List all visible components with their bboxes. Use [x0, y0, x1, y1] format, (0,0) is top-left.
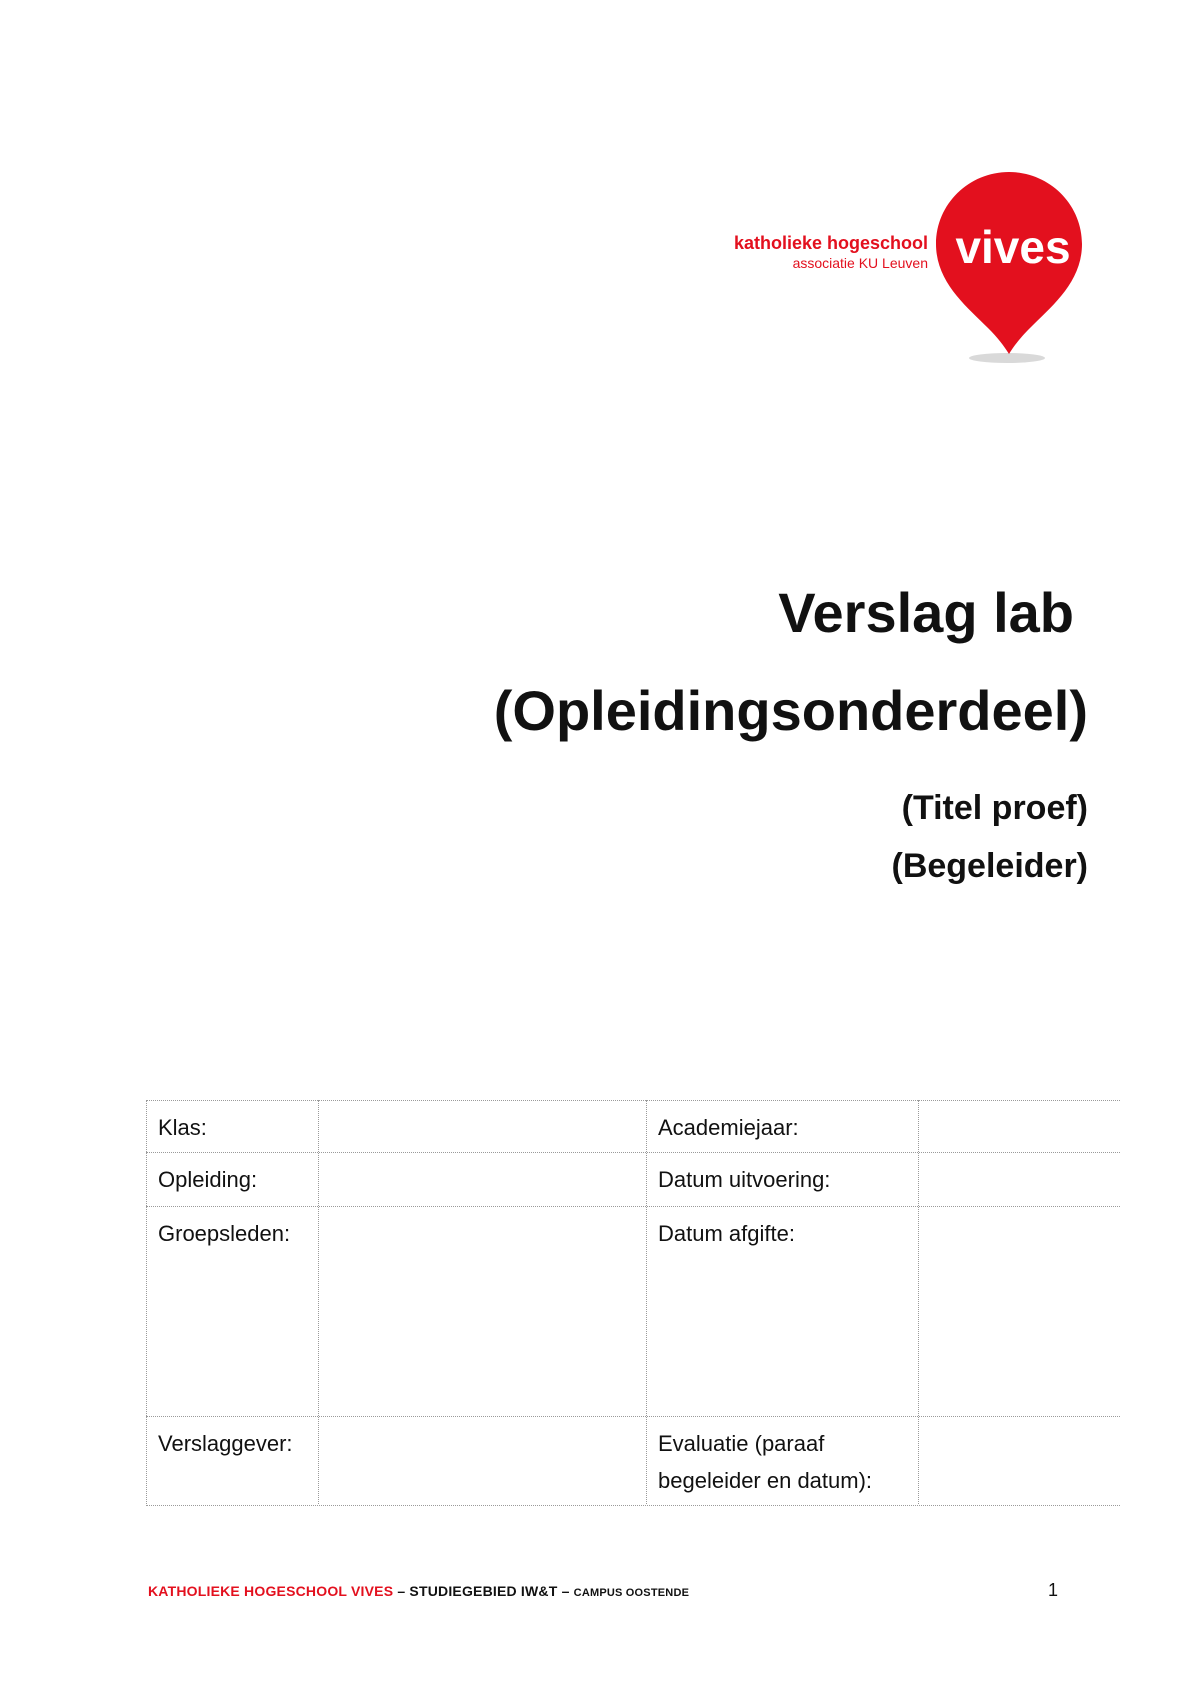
table-row	[146, 1152, 1120, 1207]
submission-date-label: Datum afgifte:	[658, 1221, 795, 1246]
vives-logo	[733, 170, 1088, 370]
reporter-label: Verslaggever:	[158, 1431, 293, 1456]
academic-year-label: Academiejaar:	[658, 1115, 799, 1140]
logo-text	[734, 232, 928, 272]
programme-label: Opleiding:	[158, 1167, 258, 1192]
table-row	[146, 1100, 1120, 1153]
report-title: Verslag lab	[778, 581, 1074, 644]
page-footer	[148, 1583, 689, 1599]
experiment-title: (Titel proef)	[901, 789, 1088, 827]
footer-separator: –	[393, 1583, 410, 1599]
table-row	[146, 1206, 1120, 1417]
table-row	[146, 1416, 1120, 1506]
logo-wordmark: vives	[955, 221, 1071, 273]
execution-date-label: Datum uitvoering:	[658, 1167, 831, 1192]
footer-campus: CAMPUS OOSTENDE	[573, 1587, 690, 1599]
group-members-label: Groepsleden:	[158, 1221, 291, 1246]
evaluation-label: Evaluatie (paraaf begeleider en datum):	[658, 1431, 873, 1493]
footer-institution: KATHOLIEKE HOGESCHOOL VIVES	[148, 1583, 394, 1599]
footer-separator: –	[557, 1583, 574, 1599]
logo-line2: associatie KU Leuven	[792, 255, 928, 271]
logo-line1: katholieke hogeschool	[733, 233, 928, 253]
supervisor-title: (Begeleider)	[891, 847, 1088, 885]
class-label: Klas:	[158, 1115, 207, 1140]
page-number: 1	[1047, 1580, 1058, 1600]
info-table	[146, 1100, 1120, 1504]
course-unit-title: (Opleidingsonderdeel)	[493, 679, 1088, 742]
footer-field: STUDIEGEBIED IW&T	[409, 1583, 558, 1599]
